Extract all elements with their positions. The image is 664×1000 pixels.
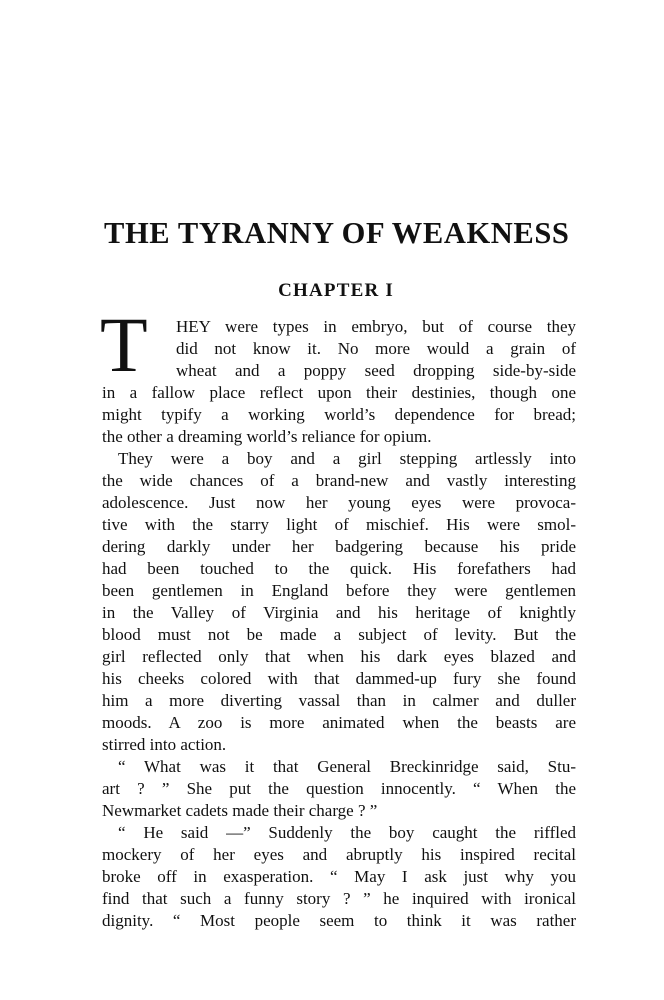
text-line: dering darkly under her badgering because his pride (102, 537, 576, 556)
text-line: “ He said —” Suddenly the boy caught the riffled (118, 823, 576, 842)
text-line: find that such a funny story ? ” he inquired with ironical (102, 889, 576, 908)
drop-cap: T (100, 301, 148, 388)
text-line: dignity. “ Most people seem to think it was rather (102, 911, 576, 930)
text-line: HEY were types in embryo, but of course they (176, 317, 576, 336)
text-line: blood must not be made a subject of levity. But the (102, 625, 576, 644)
text-line: his cheeks colored with that dammed-up fury she found (102, 669, 576, 688)
text-line: moods. A zoo is more animated when the beasts are (102, 713, 576, 732)
text-line: the other a dreaming world’s reliance for opium. (102, 427, 432, 446)
text-line: Newmarket cadets made their charge ? ” (102, 801, 378, 820)
text-line: “ What was it that General Breckinridge said, Stu- (118, 757, 576, 776)
text-line: been gentlemen in England before they were gentlemen (102, 581, 576, 600)
text-line: in a fallow place reflect upon their destinies, though one (102, 383, 576, 402)
text-line: art ? ” She put the question innocently. “ When the (102, 779, 576, 798)
text-line: might typify a working world’s dependence for bread; (102, 405, 576, 424)
text-line: stirred into action. (102, 735, 227, 754)
text-line: broke off in exasperation. “ May I ask just why you (102, 867, 576, 886)
text-line: adolescence. Just now her young eyes were provoca- (102, 493, 576, 512)
text-line: wheat and a poppy seed dropping side-by-side (176, 361, 576, 380)
text-line: in the Valley of Virginia and his heritage of knightly (102, 603, 576, 622)
text-line: tive with the starry light of mischief. His were smol- (102, 515, 576, 534)
chapter-heading: CHAPTER I (278, 280, 394, 301)
text-line: the wide chances of a brand-new and vastly interesting (102, 471, 576, 490)
text-line: They were a boy and a girl stepping artlessly into (118, 449, 576, 468)
text-line: girl reflected only that when his dark eyes blazed and (102, 647, 576, 666)
text-line: him a more diverting vassal than in calmer and duller (102, 691, 576, 710)
text-line: had been touched to the quick. His forefathers had (102, 559, 576, 578)
text-line: mockery of her eyes and abruptly his inspired recital (102, 845, 576, 864)
text-line: did not know it. No more would a grain of (176, 339, 576, 358)
book-title: THE TYRANNY OF WEAKNESS (104, 216, 570, 250)
